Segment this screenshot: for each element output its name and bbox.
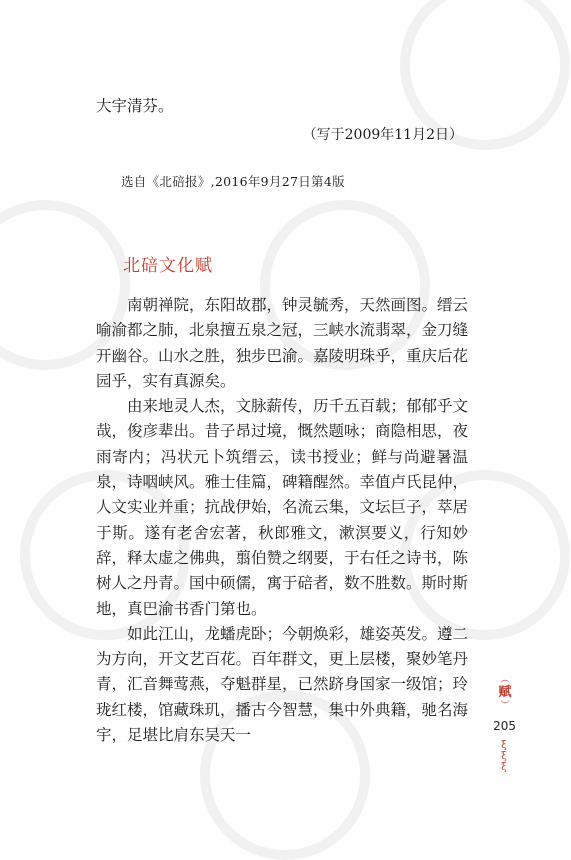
paragraph: 如此江山，龙蟠虎卧；今朝焕彩，雄姿英发。遵二为方向，开文艺百花。百年群文，更上层楼，聚妙笔丹青，汇音舞莺燕，夺魁群星，已然跻身国家一级馆；玲珑红楼，馆藏珠玑，播古今智慧，集中外典籍，驰名海宇，足堪比肩东吴天一 xyxy=(96,624,469,745)
paragraph: 南朝禅院，东阳故郡，钟灵毓秀，天然画图。缙云喻渝都之肺，北泉擅五泉之冠，三峡水流翡翠，金刀缝开幽谷。山水之胜，独步巴渝。嘉陵明珠乎，重庆后花园乎，实有真源矣。 xyxy=(96,296,469,390)
page-number: 205 xyxy=(493,719,516,733)
section-title: 北碚文化赋 xyxy=(123,256,213,276)
ornament-icon: ︵ xyxy=(500,675,510,685)
paragraph: 由来地灵人杰，文脉薪传，历千五百载；郁郁乎文哉，俊彦辈出。昔子昂过境，慨然题咏；商隐相思，夜雨寄内；冯状元卜筑缙云，读书授业；鲜与尚避暑温泉，诗咽峡风。雅士佳篇，碑籍醒然。幸值卢氏昆仲，人文实业并重；抗战伊始，名流云集，文坛巨子，萃居于斯。遂有老舍宏著，秋郎雅文，漱溟要义，行知妙辞，释太虚之佛典，翦伯赞之纲要，于右任之诗书，陈树人之丹青。国中硕儒，寓于碚者，数不胜数。斯时斯地，真巴渝书香门第也。 xyxy=(96,397,469,618)
date-signature: （写于2009年11月2日） xyxy=(302,127,463,143)
margin-section-tab xyxy=(491,676,519,710)
source-citation: 选自《北碚报》,2016年9月27日第4版 xyxy=(121,174,345,189)
previous-piece-last-line: 大宇清芬。 xyxy=(96,97,174,115)
ornament-icon: ︶ xyxy=(500,701,510,711)
decorative-ornament-icon: ξ ξ ξ xyxy=(501,740,507,773)
body-text xyxy=(96,293,468,748)
section-char: 赋 xyxy=(498,685,512,700)
